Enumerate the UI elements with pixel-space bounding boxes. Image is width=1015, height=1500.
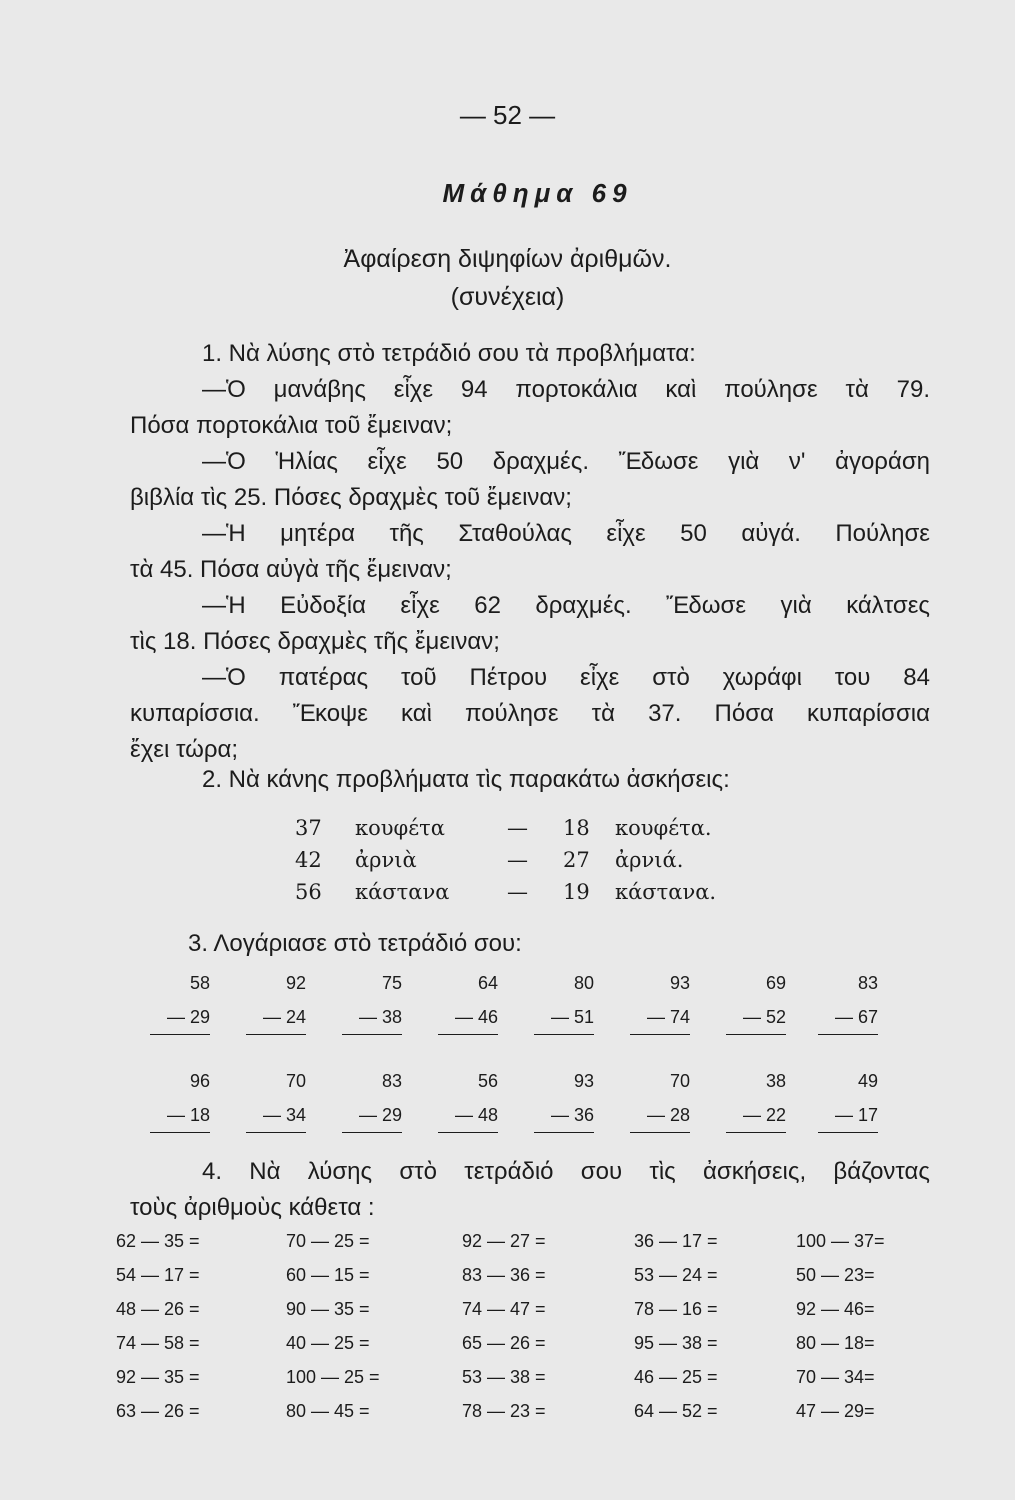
page-number: — 52 — xyxy=(459,100,556,130)
minus-sign: — xyxy=(507,848,528,872)
subtrahend: — 38 xyxy=(342,1000,402,1035)
equation: 92 — 27 = xyxy=(462,1231,546,1251)
exercise-1-heading: 1. Νὰ λύσης στὸ τετράδιό σου τὰ προβλήματα: xyxy=(202,340,696,367)
equation: 78 — 23 = xyxy=(462,1401,546,1421)
subtrahend: — 46 xyxy=(438,1000,498,1035)
problem-line: —Ὁ μανάβης εἶχε 94 πορτοκάλια καὶ πούλησε τὰ 79. xyxy=(202,376,930,403)
subtrahend: — 29 xyxy=(150,1000,210,1035)
subtitle-line-2: (συνέχεια) xyxy=(450,283,565,311)
minuend: 92 xyxy=(285,973,306,993)
exercise-2-row xyxy=(295,848,775,880)
equation: 100 — 25 = xyxy=(286,1367,380,1387)
exercise-2-row xyxy=(295,816,775,848)
equation: 47 — 29= xyxy=(796,1401,875,1421)
problem-line: —Ὁ πατέρας τοῦ Πέτρου εἶχε στὸ χωράφι του 84 xyxy=(202,664,930,691)
number: 18 xyxy=(563,816,590,840)
subtraction xyxy=(818,966,878,1035)
minuend: 93 xyxy=(669,973,690,993)
exercise-4-heading xyxy=(130,1154,930,1226)
subtrahend: — 36 xyxy=(534,1098,594,1133)
subtraction xyxy=(818,1064,878,1133)
equation: 46 — 25 = xyxy=(634,1367,718,1387)
minuend: 49 xyxy=(857,1071,878,1091)
subtraction xyxy=(438,966,498,1035)
equation: 36 — 17 = xyxy=(634,1231,718,1251)
number: 19 xyxy=(563,880,590,904)
equation: 74 — 47 = xyxy=(462,1299,546,1319)
minuend: 80 xyxy=(573,973,594,993)
noun: ἀρνιά. xyxy=(615,848,684,872)
equation: 63 — 26 = xyxy=(116,1401,200,1421)
problem-line: βιβλία τὶς 25. Πόσες δραχμὲς τοῦ ἔμειναν; xyxy=(130,484,572,511)
exercise-3-heading: 3. Λογάριασε στὸ τετράδιό σου: xyxy=(188,930,522,957)
subtraction xyxy=(246,966,306,1035)
problem-line: —Ἡ Εὐδοξία εἶχε 62 δραχμές. Ἔδωσε γιὰ κάλτσες xyxy=(202,592,930,619)
minuend: 96 xyxy=(189,1071,210,1091)
minuend: 69 xyxy=(765,973,786,993)
problem-line: Πόσα πορτοκάλια τοῦ ἔμειναν; xyxy=(130,412,453,439)
minuend: 70 xyxy=(285,1071,306,1091)
subtitle-line-1: Ἀφαίρεση διψηφίων ἀριθμῶν. xyxy=(343,245,672,273)
minuend: 56 xyxy=(477,1071,498,1091)
equation: 92 — 46= xyxy=(796,1299,875,1319)
equation: 95 — 38 = xyxy=(634,1333,718,1353)
problem-line: τὶς 18. Πόσες δραχμὲς τῆς ἔμειναν; xyxy=(130,628,500,655)
number: 37 xyxy=(295,816,322,840)
equation: 60 — 15 = xyxy=(286,1265,370,1285)
equation: 90 — 35 = xyxy=(286,1299,370,1319)
subtraction xyxy=(534,966,594,1035)
equation: 50 — 23= xyxy=(796,1265,875,1285)
minuend: 70 xyxy=(669,1071,690,1091)
subtraction xyxy=(150,1064,210,1133)
problem-line: κυπαρίσσια. Ἔκοψε καὶ πούλησε τὰ 37. Πόσα κυπαρίσσια xyxy=(130,700,930,727)
exercise-2-row xyxy=(295,880,775,912)
equation: 70 — 34= xyxy=(796,1367,875,1387)
exercise-4-column xyxy=(116,1224,246,1428)
minuend: 38 xyxy=(765,1071,786,1091)
problem-3 xyxy=(130,516,930,588)
subtrahend: — 67 xyxy=(818,1000,878,1035)
equation: 53 — 24 = xyxy=(634,1265,718,1285)
minuend: 64 xyxy=(477,973,498,993)
exercise-4-table xyxy=(116,1224,936,1434)
problem-line: —Ἡ μητέρα τῆς Σταθούλας εἶχε 50 αὐγά. Πούλησε xyxy=(202,520,930,547)
equation: 65 — 26 = xyxy=(462,1333,546,1353)
minus-sign: — xyxy=(507,816,528,840)
exercise-4-column xyxy=(796,1224,926,1428)
equation: 70 — 25 = xyxy=(286,1231,370,1251)
exercise-3-row-1 xyxy=(150,966,890,1056)
number: 42 xyxy=(295,848,322,872)
subtrahend: — 51 xyxy=(534,1000,594,1035)
problem-line: —Ὁ Ἡλίας εἶχε 50 δραχμές. Ἔδωσε γιὰ ν' ἀγοράση xyxy=(202,448,930,475)
lesson-subtitle xyxy=(0,240,1015,316)
minuend: 93 xyxy=(573,1071,594,1091)
problem-5 xyxy=(130,660,930,768)
subtraction xyxy=(342,1064,402,1133)
exercise-2-heading: 2. Νὰ κάνης προβλήματα τὶς παρακάτω ἀσκήσεις: xyxy=(202,766,730,793)
noun: κουφέτα. xyxy=(615,816,712,840)
equation: 100 — 37= xyxy=(796,1231,885,1251)
equation: 78 — 16 = xyxy=(634,1299,718,1319)
minuend: 58 xyxy=(189,973,210,993)
problem-1 xyxy=(130,372,930,444)
subtrahend: — 34 xyxy=(246,1098,306,1133)
noun: κουφέτα xyxy=(355,816,445,840)
problem-line: τὰ 45. Πόσα αὐγὰ τῆς ἔμειναν; xyxy=(130,556,452,583)
exercise-2-table xyxy=(295,816,775,912)
subtrahend: — 18 xyxy=(150,1098,210,1133)
subtrahend: — 74 xyxy=(630,1000,690,1035)
equation: 80 — 18= xyxy=(796,1333,875,1353)
exercise-4-heading-line-1: 4. Νὰ λύσης στὸ τετράδιό σου τὶς ἀσκήσεις, βάζοντας xyxy=(202,1158,930,1185)
exercise-1 xyxy=(130,336,930,768)
subtraction xyxy=(150,966,210,1035)
equation: 53 — 38 = xyxy=(462,1367,546,1387)
equation: 83 — 36 = xyxy=(462,1265,546,1285)
equation: 74 — 58 = xyxy=(116,1333,200,1353)
equation: 48 — 26 = xyxy=(116,1299,200,1319)
exercise-4-heading-line-2: τοὺς ἀριθμοὺς κάθετα : xyxy=(130,1194,375,1221)
exercise-3-row-2 xyxy=(150,1064,890,1154)
equation: 80 — 45 = xyxy=(286,1401,370,1421)
exercise-2-heading-wrap xyxy=(130,762,930,798)
minuend: 75 xyxy=(381,973,402,993)
noun: κάστανα xyxy=(355,880,450,904)
number: 56 xyxy=(295,880,322,904)
subtraction xyxy=(342,966,402,1035)
subtrahend: — 22 xyxy=(726,1098,786,1133)
exercise-4-column xyxy=(286,1224,416,1428)
subtrahend: — 48 xyxy=(438,1098,498,1133)
noun: ἀρνιὰ xyxy=(355,848,417,872)
subtraction xyxy=(438,1064,498,1133)
lesson-title: Μάθημα 69 xyxy=(442,178,633,208)
exercise-4-column xyxy=(634,1224,764,1428)
subtraction xyxy=(726,1064,786,1133)
equation: 92 — 35 = xyxy=(116,1367,200,1387)
equation: 62 — 35 = xyxy=(116,1231,200,1251)
subtrahend: — 29 xyxy=(342,1098,402,1133)
minuend: 83 xyxy=(857,973,878,993)
equation: 64 — 52 = xyxy=(634,1401,718,1421)
subtraction xyxy=(630,966,690,1035)
number: 27 xyxy=(563,848,590,872)
subtraction xyxy=(726,966,786,1035)
subtraction xyxy=(630,1064,690,1133)
equation: 54 — 17 = xyxy=(116,1265,200,1285)
subtrahend: — 17 xyxy=(818,1098,878,1133)
equation: 40 — 25 = xyxy=(286,1333,370,1353)
subtraction xyxy=(246,1064,306,1133)
subtrahend: — 24 xyxy=(246,1000,306,1035)
subtrahend: — 28 xyxy=(630,1098,690,1133)
subtrahend: — 52 xyxy=(726,1000,786,1035)
problem-4 xyxy=(130,588,930,660)
problem-2 xyxy=(130,444,930,516)
minus-sign: — xyxy=(507,880,528,904)
problem-line: ἔχει τώρα; xyxy=(130,736,239,763)
minuend: 83 xyxy=(381,1071,402,1091)
subtraction xyxy=(534,1064,594,1133)
exercise-4-column xyxy=(462,1224,592,1428)
noun: κάστανα. xyxy=(615,880,717,904)
